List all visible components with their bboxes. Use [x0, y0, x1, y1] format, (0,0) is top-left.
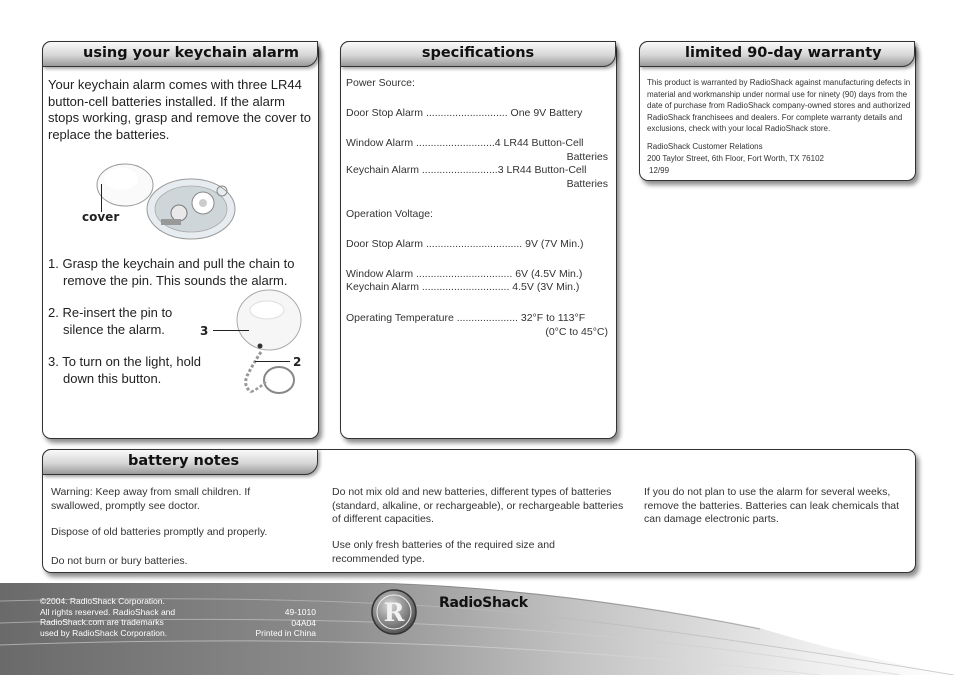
power-source-heading: Power Source:	[346, 77, 415, 89]
callout-2-line	[255, 361, 290, 362]
callout-3-line	[213, 330, 249, 331]
printed-in: Printed in China	[255, 628, 316, 638]
battery-note-dispose: Dispose of old batteries promptly and properly.	[51, 526, 268, 538]
spec-keychain-battery	[346, 164, 608, 191]
catalog-number: 49-1010	[284, 607, 316, 617]
battery-note-storage: If you do not plan to use the alarm for several weeks, remove the batteries. Batteries can leak chemicals that can damage electronic parts.	[644, 486, 900, 525]
step-3: 3. To turn on the light, hold down this button.	[48, 354, 201, 386]
copyright-line-3: RadioShack.com are trademarks	[40, 617, 164, 627]
step-1: 1. Grasp the keychain and pull the chain to remove the pin. This sounds the alarm.	[48, 256, 295, 288]
warranty-title: limited 90-day warranty	[639, 41, 915, 67]
specifications-panel	[340, 41, 617, 439]
copyright-line-1: ©2004. RadioShack Corporation.	[40, 596, 165, 606]
product-codes	[230, 607, 316, 639]
keychain-intro: Your keychain alarm comes with three LR44 button-cell batteries installed. If the alarm stops working, grasp and remove the cover to replace the batteries.	[48, 77, 312, 142]
warranty-text: This product is warranted by RadioShack against manufacturing defects in material and workmanship under normal use for ninety (90) days from the date of purchase from RadioShack company-owned stores and authorized RadioShack franchisees and dealers. For complete warranty details and exclusions, check with your local RadioShack store.	[647, 78, 911, 133]
radioshack-logo	[370, 588, 418, 636]
radioshack-wordmark: RadioShack	[439, 595, 528, 611]
spec-window-voltage: Window Alarm ................................. 6V (4.5V Min.)	[346, 268, 583, 280]
specifications-title: specifications	[340, 41, 616, 67]
cover-leader-line	[101, 184, 102, 212]
copyright-notice	[40, 596, 240, 638]
battery-note-burn: Do not burn or bury batteries.	[51, 555, 188, 567]
keychain-alarm-illustration	[231, 288, 311, 404]
print-code: 04A04	[291, 617, 316, 628]
spec-keychain-battery-line2: Batteries	[566, 177, 608, 190]
battery-notes-panel	[42, 449, 916, 573]
callout-3: 3	[200, 324, 209, 338]
spec-keychain-battery-line1: Keychain Alarm ..........................3 LR44 Button-Cell	[346, 164, 587, 176]
spec-window-battery-line1: Window Alarm ...........................4 LR44 Button-Cell	[346, 137, 584, 149]
copyright-line-4: used by RadioShack Corporation.	[40, 627, 168, 638]
battery-note-warning: Warning: Keep away from small children. If swallowed, promptly see doctor.	[51, 486, 251, 512]
callout-2: 2	[293, 355, 302, 369]
spec-temperature-line2: (0°C to 45°C)	[545, 325, 608, 338]
battery-note-mix: Do not mix old and new batteries, different types of batteries (standard, alkaline, or rechargeable), or rechargeable batteries of different capacities.	[332, 486, 624, 525]
keychain-panel	[42, 41, 319, 439]
cover-label: cover	[82, 210, 120, 224]
battery-notes-title: battery notes	[42, 449, 318, 475]
warranty-address-1: RadioShack Customer Relations	[647, 142, 763, 151]
spec-keychain-voltage: Keychain Alarm .............................. 4.5V (3V Min.)	[346, 281, 580, 293]
step-2: 2. Re-insert the pin to silence the alarm.	[48, 305, 173, 337]
spec-door-stop-voltage: Door Stop Alarm ................................. 9V (7V Min.)	[346, 238, 584, 250]
logo-letter: R	[383, 598, 405, 627]
warranty-address-2: 200 Taylor Street, 6th Floor, Fort Worth, TX 76102	[647, 154, 824, 163]
warranty-date: 12/99	[649, 166, 670, 175]
warranty-panel	[639, 41, 916, 181]
spec-window-battery-line2: Batteries	[566, 150, 608, 163]
spec-door-stop-battery: Door Stop Alarm ............................ One 9V Battery	[346, 107, 583, 119]
copyright-line-2: All rights reserved. RadioShack and	[40, 606, 176, 617]
spec-temperature-line1: Operating Temperature ..................... 32°F to 113°F	[346, 312, 586, 324]
alarm-open-illustration	[95, 157, 240, 247]
battery-note-fresh: Use only fresh batteries of the required size and recommended type.	[332, 539, 555, 565]
spec-operating-temperature	[346, 312, 608, 339]
operation-voltage-heading: Operation Voltage:	[346, 208, 433, 220]
keychain-title: using your keychain alarm	[42, 41, 318, 67]
spec-window-battery	[346, 137, 608, 164]
